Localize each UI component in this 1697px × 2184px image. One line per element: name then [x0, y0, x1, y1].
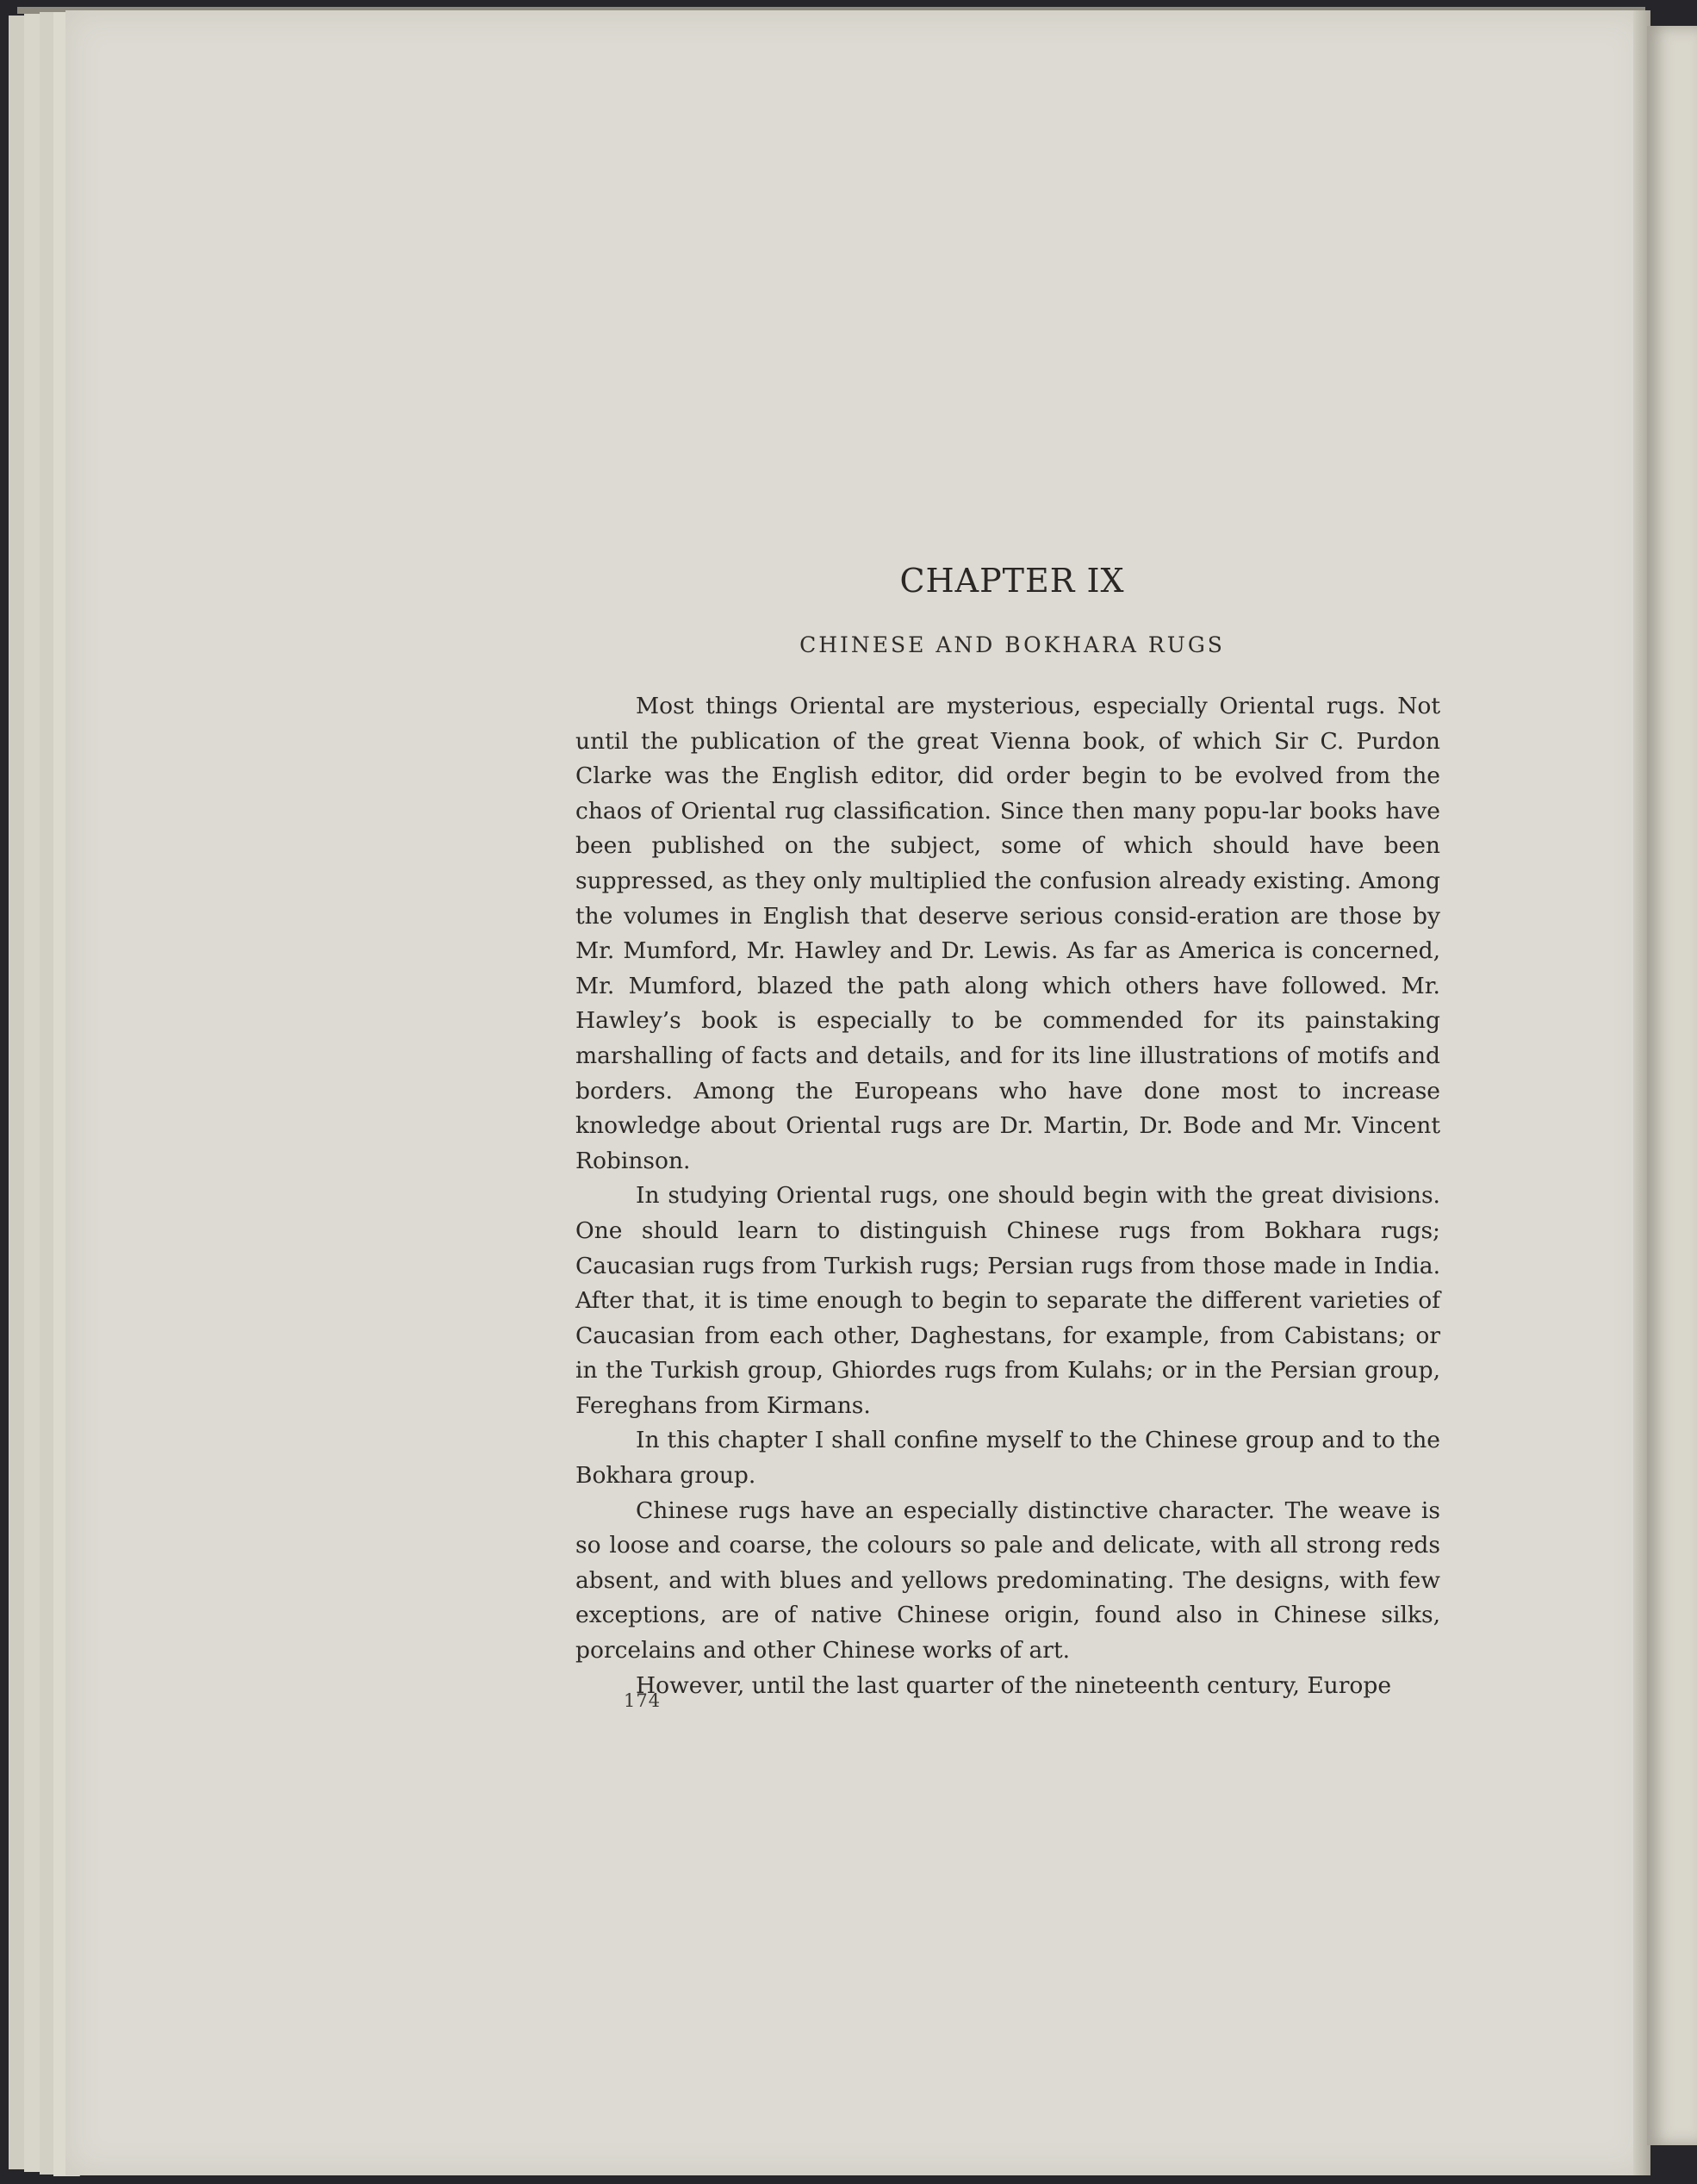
facing-page-edge	[1647, 26, 1697, 2145]
body-text	[575, 689, 1440, 1703]
paragraph: In studying Oriental rugs, one should begin with the great divisions. One should learn to distinguish Chinese rugs from Bokhara rugs; Caucasian rugs from Turkish rugs; Persian rugs from those made in India. After that, it is time enough to begin to separate the different varieties of Caucasian from each other, Daghestans, for example, from Cabistans; or in the Turkish group, Ghiordes rugs from Kulahs; or in the Persian group, Fereghans from Kirmans.	[575, 1182, 1440, 1419]
chapter-heading: CHAPTER IX	[899, 562, 1125, 600]
paragraph: In this chapter I shall confine myself to the Chinese group and to the Bokhara group.	[575, 1427, 1440, 1490]
paragraph: Chinese rugs have an especially distinctive character. The weave is so loose and coarse, the colours so pale and delicate, with all strong reds absent, and with blues and yellows predominating. The designs, with few exceptions, are of native Chinese origin, found also in Chinese silks, porcelains and other Chinese works of art.	[575, 1496, 1440, 1664]
paragraph: Most things Oriental are mysterious, especially Oriental rugs. Not until the publication of the great Vienna book, of which Sir C. Purdon Clarke was the English editor, did order begin to be evolved from the chaos of Oriental rug classification. Since then many popu-lar books have been published on the subject, some of which should have been suppressed, as they only multiplied the confusion already existing. Among the volumes in English that deserve serious consid-eration are those by Mr. Mumford, Mr. Hawley and Dr. Lewis. As far as America is concerned, Mr. Mumford, blazed the path along which others have followed. Mr. Hawley’s book is especially to be commended for its painstaking marshalling of facts and details, and for its line illustrations of motifs and borders. Among the Europeans who have done most to increase knowledge about Oriental rugs are Dr. Martin, Dr. Bode and Mr. Vincent Robinson.	[575, 693, 1440, 1174]
chapter-title: CHINESE AND BOKHARA RUGS	[799, 632, 1225, 657]
paragraph: However, until the last quarter of the nineteenth century, Europe	[636, 1671, 1392, 1699]
page-number: 174	[624, 1690, 662, 1711]
